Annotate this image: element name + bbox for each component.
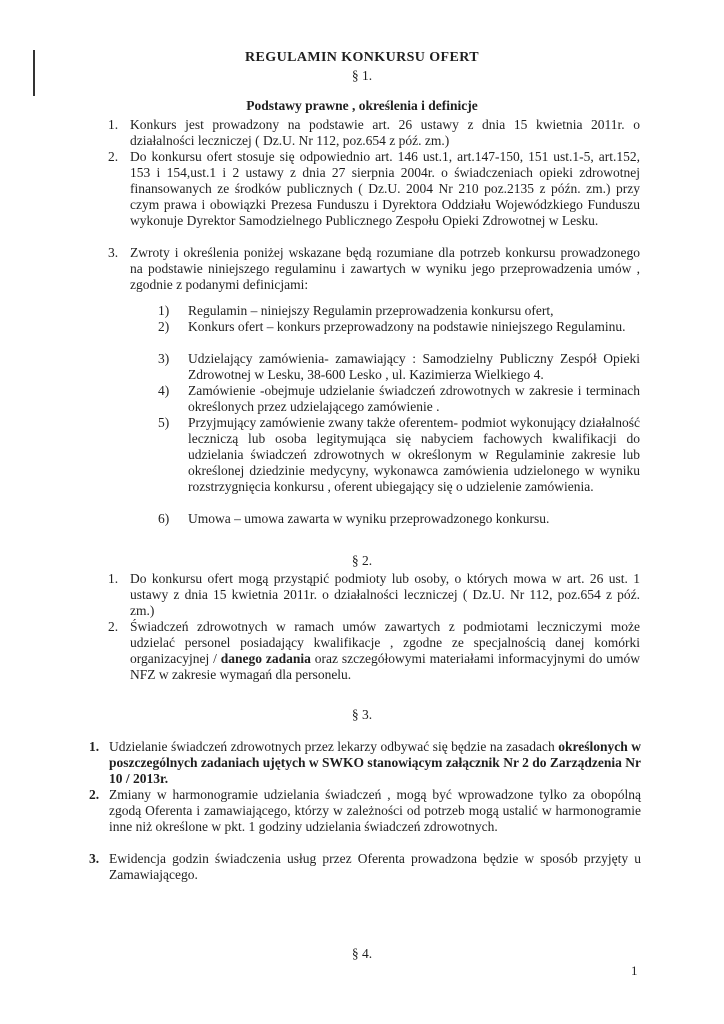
- item-text-part: Świadczeń zdrowotnych w ramach umów zawartych z podmiotami leczniczymi może udzielać personel posiadający kwalifikacje , zgodne ze specjalnością danej komórki organizacyjnej /: [130, 619, 640, 666]
- section-4-mark: § 4.: [351, 946, 373, 961]
- section-3-list: [89, 739, 641, 883]
- section-3-mark: § 3.: [351, 707, 373, 722]
- list-item: [158, 511, 640, 527]
- item-number: 3.: [108, 245, 119, 260]
- item-number: 5): [158, 415, 170, 430]
- item-number: 2.: [89, 787, 100, 802]
- section-2-list: [108, 571, 640, 683]
- list-item: [158, 415, 640, 511]
- list-item: [108, 245, 640, 293]
- item-text-bold: określonych w poszczególnych zadaniach ujętych w SWKO stanowiącym załącznik Nr 2 do Zarządzenia Nr 10 / 2013r.: [109, 739, 641, 786]
- item-text-part: oraz szczegółowymi materiałami informacyjnymi do umów NFZ w zakresie wymagań dla personelu.: [130, 651, 640, 682]
- item-text: Regulamin – niniejszy Regulamin przeprowadzenia konkursu ofert,: [188, 303, 554, 318]
- list-item: [158, 351, 640, 383]
- list-item: [89, 787, 641, 851]
- item-text: [109, 739, 641, 787]
- item-number: 2.: [108, 149, 119, 164]
- item-text: Konkurs jest prowadzony na podstawie art. 26 ustawy z dnia 15 kwietnia 2011r. o działalności leczniczej ( Dz.U. Nr 112, poz.654 z póź. zm.): [130, 117, 640, 148]
- item-number: 3.: [89, 851, 100, 866]
- item-text-part: Udzielanie świadczeń zdrowotnych przez lekarzy odbywać się będzie na zasadach: [109, 739, 559, 754]
- section-1-list: [108, 117, 640, 293]
- item-text: Zmiany w harmonogramie udzielania świadczeń , mogą być wprowadzone tylko za obopólną zgodą Oferenta i zamawiającego, którzy w zależności od potrzeb mogą ustalić w harmonogramie inne niż określone w pkt. 1 godziny udzielania świadczeń zdrowotnych.: [109, 787, 641, 834]
- item-number: 2.: [108, 619, 119, 634]
- item-number: 3): [158, 351, 170, 366]
- item-number: 1.: [108, 117, 119, 132]
- list-item: [158, 383, 640, 415]
- document-title: REGULAMIN KONKURSU OFERT: [245, 50, 479, 65]
- item-text: Udzielający zamówienia- zamawiający : Samodzielny Publiczny Zespół Opieki Zdrowotnej w Lesku, 38-600 Lesko , ul. Kazimierza Wielkiego 4.: [188, 351, 640, 382]
- item-text: Ewidencja godzin świadczenia usług przez Oferenta prowadzona będzie w sposób przyjęty u Zamawiającego.: [109, 851, 641, 882]
- item-number: 1.: [89, 739, 100, 754]
- item-text: Przyjmujący zamówienie zwany także oferentem- podmiot wykonujący działalność leczniczą lub osoba legitymująca się nabyciem fachowych kwalifikacji do udzielania świadczeń zdrowotnych w określonym w Regulaminie zakresie lub określonej dziedzinie medycyny, wykonawca zamówienia udzielonego w wyniku rozstrzygnięcia konkursu , oferent ubiegający się o udzielenie zamówienia.: [188, 415, 640, 494]
- list-item: [158, 303, 640, 319]
- section-2-mark: § 2.: [351, 553, 373, 568]
- page-number: 1: [631, 963, 638, 978]
- list-item: [108, 149, 640, 245]
- item-number: 1.: [108, 571, 119, 586]
- list-item: [89, 739, 641, 787]
- item-text: [130, 619, 640, 683]
- section-1-sublist: [158, 303, 640, 527]
- list-item: [108, 619, 640, 683]
- section-1-heading: Podstawy prawne , określenia i definicje: [246, 98, 478, 113]
- item-text-bold: danego zadania: [220, 651, 311, 666]
- list-item: [89, 851, 641, 883]
- section-1-mark: § 1.: [351, 68, 373, 83]
- item-text: Zwroty i określenia poniżej wskazane będą rozumiane dla potrzeb konkursu prowadzonego na podstawie niniejszego regulaminu i zawartych w wyniku jego przeprowadzenia umów , zgodnie z podanymi definicjami:: [130, 245, 640, 292]
- item-text: Do konkursu ofert stosuje się odpowiednio art. 146 ust.1, art.147-150, 151 ust.1-5, art.152, 153 i 154,ust.1 i 2 ustawy z dnia 27 sierpnia 2004r. o świadczeniach opieki zdrowotnej finansowanych ze środków publicznych ( Dz.U. 2004 Nr 210 poz.2135 z późn. zm.) przy czym prawa i obowiązki Prezesa Funduszu i Dyrektora Oddziału Wojewódzkiego Funduszu wykonuje Dyrektor Samodzielnego Publicznego Zespołu Opieki Zdrowotnej w Lesku.: [130, 149, 640, 228]
- item-text: Umowa – umowa zawarta w wyniku przeprowadzonego konkursu.: [188, 511, 550, 526]
- list-item: [108, 571, 640, 619]
- item-number: 4): [158, 383, 170, 398]
- item-text: Zamówienie -obejmuje udzielanie świadczeń zdrowotnych w zakresie i terminach określonych przez udzielającego zamówienie .: [188, 383, 640, 414]
- item-number: 2): [158, 319, 170, 334]
- item-text: Do konkursu ofert mogą przystąpić podmioty lub osoby, o których mowa w art. 26 ust. 1 ustawy z dnia 15 kwietnia 2011r. o działalności leczniczej ( Dz.U. Nr 112, poz.654 z póź. zm.): [130, 571, 640, 618]
- list-item: [158, 319, 640, 351]
- item-number: 1): [158, 303, 170, 318]
- item-text: Konkurs ofert – konkurs przeprowadzony na podstawie niniejszego Regulaminu.: [188, 319, 626, 334]
- list-item: [108, 117, 640, 149]
- item-number: 6): [158, 511, 170, 526]
